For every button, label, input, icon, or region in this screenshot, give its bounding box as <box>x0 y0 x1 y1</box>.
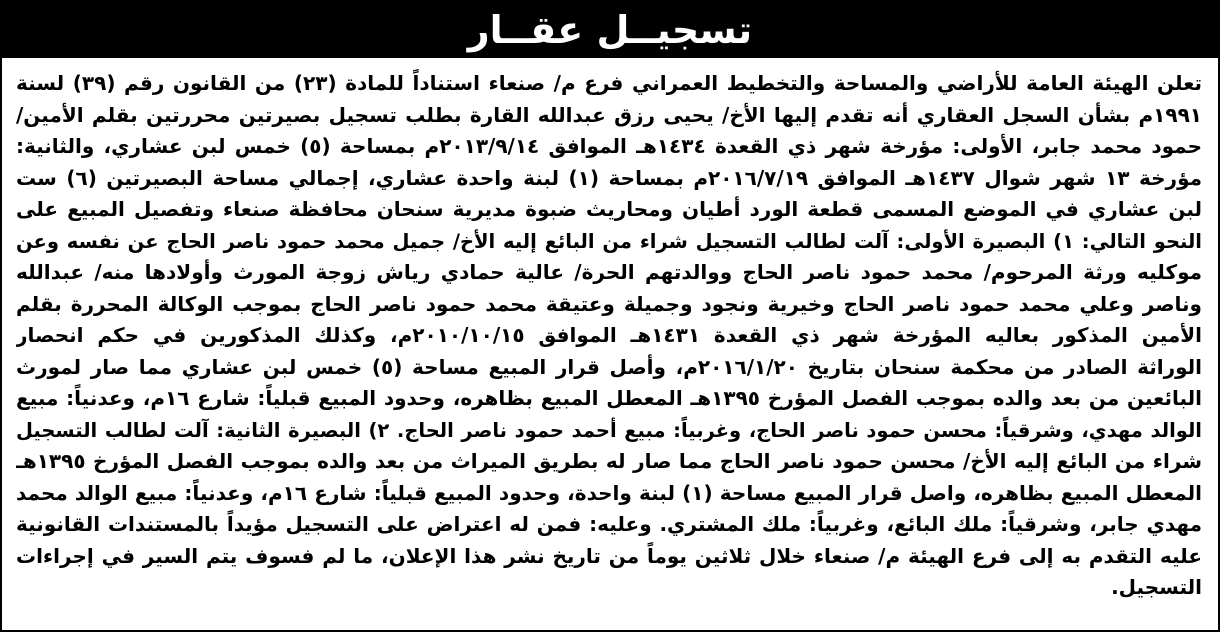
body-line: النحو التالي: ١) البصيرة الأولى: آلت لطالب التسجيل شراء من البائع إليه الأخ/ جميل محمد حمود ناصر الحاج عن نفسه وعن <box>16 229 1202 253</box>
body-line: البائعين من بعد والده بموجب الفصل المؤرخ ١٣٩٥هـ المعطل المبيع بظاهره، وحدود المبيع قبلياً: شارع ١٦م، وعدنياً: مبيع <box>16 386 1202 410</box>
body-line: موكليه ورثة المرحوم/ محمد حمود ناصر الحاج ووالدتهم الحرة/ عالية حمادي رياش زوجة المورث وأولادها منه/ عبدالله <box>16 260 1202 284</box>
body-line: الأمين المذكور بعاليه المؤرخة شهر ذي القعدة ١٤٣١هـ الموافق ٢٠١٠/١٠/١٥م، وكذلك المذكورين في حكم انحصار <box>16 323 1202 347</box>
body-line: لبن عشاري في الموضع المسمى قطعة الورد أطيان ومحاريث ضبوة مديرية سنحان محافظة صنعاء وتفصيل المبيع على <box>16 197 1202 221</box>
body-line: المعطل المبيع بظاهره، واصل قرار المبيع مساحة (١) لبنة واحدة، وحدود المبيع قبلياً: شارع ١٦م، وعدنياً: مبيع الوالد محمد <box>16 480 1202 505</box>
body-line: عليه التقدم به إلى فرع الهيئة م/ صنعاء خلال ثلاثين يوماً من تاريخ نشر هذا الإعلان، ما لم فسوف يتم السير في إجراءات <box>16 543 1202 568</box>
body-line: تعلن الهيئة العامة للأراضي والمساحة والتخطيط العمراني فرع م/ صنعاء استناداً للمادة (٢٣) من القانون رقم (٣٩) لسنة <box>16 71 1202 95</box>
notice-body <box>16 68 1202 626</box>
title-banner <box>2 2 1218 58</box>
notice-title: تسجيــل عقــار <box>467 8 753 52</box>
body-line: الوالد مهدي، وشرقياً: محسن حمود ناصر الحاج، وغربياً: مبيع أحمد حمود ناصر الحاج. ٢) البصيرة الثانية: آلت لطالب التسجيل <box>16 418 1202 442</box>
body-line: شراء من البائع إليه الأخ/ محسن حمود ناصر الحاج مما صار له بطريق الميراث من بعد والده بموجب الفصل المؤرخ ١٣٩٥هـ <box>16 449 1202 473</box>
body-line: ١٩٩١م بشأن السجل العقاري أنه تقدم إليها الأخ/ يحيى رزق عبدالله القارة بطلب تسجيل بصيرتين محررتين بقلم الأمين/ <box>16 102 1202 127</box>
body-line: التسجيل. <box>1111 575 1202 599</box>
body-line: مهدي جابر، وشرقياً: ملك البائع، وغربياً: ملك المشتري. وعليه: فمن له اعتراض على التسجيل مؤيداً بالمستندات القانونية <box>16 512 1202 536</box>
body-line: حمود محمد جابر، الأولى: مؤرخة شهر ذي القعدة ١٤٣٤هـ الموافق ٢٠١٣/٩/١٤م بمساحة (٥) خمس لبن عشاري، والثانية: <box>16 134 1202 158</box>
body-line: وناصر وعلي محمد حمود ناصر الحاج وخيرية ونجود وجميلة وعتيقة محمد حمود ناصر الحاج بموجب الوكالة المحررة بقلم <box>16 291 1202 316</box>
body-line: مؤرخة ١٣ شهر شوال ١٤٣٧هـ الموافق ٢٠١٦/٧/١٩م بمساحة (١) لبنة واحدة عشاري، إجمالي مساحة البصيرتين (٦) ست <box>16 165 1202 190</box>
body-line: الوراثة الصادر من محكمة سنحان بتاريخ ٢٠١٦/١/٢٠م، وأصل قرار المبيع مساحة (٥) خمس لبن عشاري مما صار لمورث <box>16 354 1202 379</box>
